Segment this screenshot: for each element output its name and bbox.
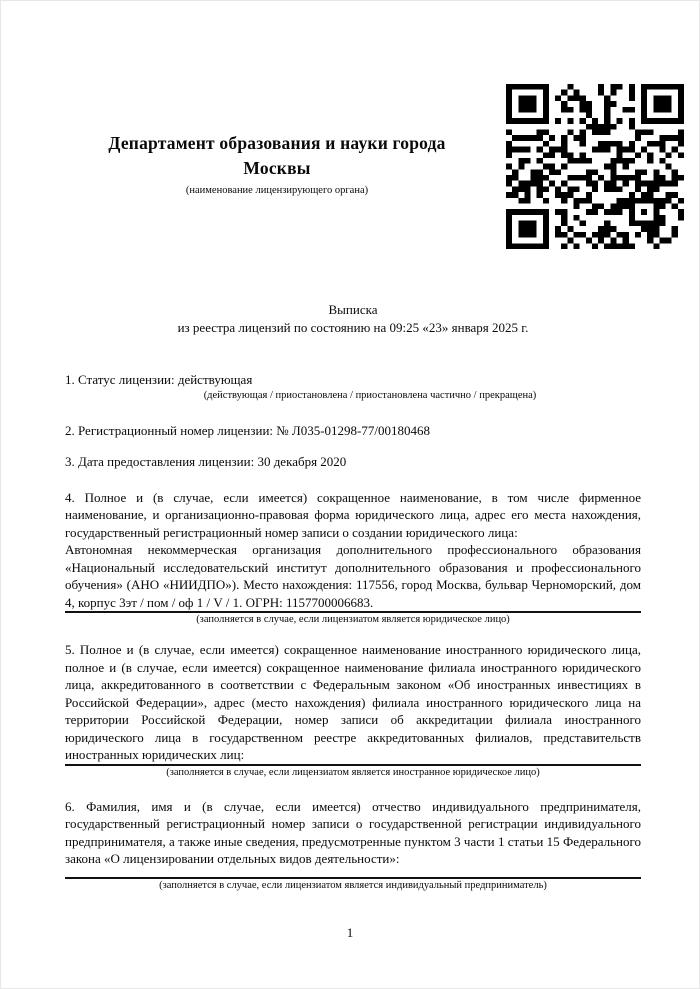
field-foreign-entity-label: 5. Полное и (в случае, если имеется) сокращенное наименование иностранного юридического лица, полное и (в случае, если имеется) сокращенное наименование филиала иностранного юридического лица, аккредитованного в соответствии с Федеральным законом «Об иностранных инвестициях в Российской Федерации», адрес (место нахождения) филиала иностранного юридического лица на территории Российской Федерации, номер записи об аккредитации филиала иностранного юридического лица в государственном реестре аккредитованных филиалов, представительств иностранных юридических лиц: [65,642,641,762]
licensing-authority-header [81,131,473,197]
field-license-status-label: 1. Статус лицензии: действующая [65,372,253,387]
document-title [65,301,641,336]
field-foreign-entity-caption: (заполняется в случае, если лицензиатом является иностранное юридическое лицо) [166,766,540,778]
field-registration-number [65,422,641,440]
field-entrepreneur [65,798,641,892]
field-entrepreneur-label: 6. Фамилия, имя и (в случае, если имеется) отчество индивидуального предпринимателя, государственный регистрационный номер записи о государственной регистрации индивидуального предпринимателя, а также иные сведения, предусмотренные пунктом 3 части 1 статьи 15 Федерального закона «О лицензировании отдельных видов деятельности»: [65,798,641,866]
licensing-authority-caption: (наименование лицензирующего органа) [185,185,369,196]
field-legal-entity-value: Автономная некоммерческая организация дополнительного профессионального образования «Национальный исследовательский институт дополнительного образования и профессионального обучения» (АНО «НИИДПО»). Место нахождения: 117556, город Москва, бульвар Черноморский, дом 4, корпус 3эт / пом / оф 1 / V / 1. ОГРН: 1157700006683. [65,542,641,610]
document-title-line2: из реестра лицензий по состоянию на 09:25 «23» января 2025 г. [177,319,529,335]
field-legal-entity-label: 4. Полное и (в случае, если имеется) сокращенное наименование, в том числе фирменное наименование, и организационно-правовая форма юридического лица, адрес его места нахождения, государственный регистрационный номер записи о создании юридического лица: [65,489,641,540]
page-number: 1 [346,925,354,940]
field-license-status [65,371,641,402]
field-entrepreneur-caption: (заполняется в случае, если лицензиатом является индивидуальный предприниматель) [159,879,547,891]
qr-code [506,84,684,249]
field-grant-date-label: 3. Дата предоставления лицензии: 30 декабря 2020 [65,454,347,469]
field-registration-number-label: 2. Регистрационный номер лицензии: № Л035-01298-77/00180468 [65,422,431,438]
field-license-status-caption: (действующая / приостановлена / приостановлена частично / прекращена) [203,389,537,401]
field-foreign-entity [65,641,641,779]
field-grant-date [65,453,641,471]
licensing-authority-name: Департамент образования и науки города Москвы [108,133,446,178]
document-title-line1: Выписка [328,302,378,317]
field-legal-entity [65,489,641,627]
qr-code-image [506,84,684,249]
field-legal-entity-caption: (заполняется в случае, если лицензиатом является юридическое лицо) [196,614,510,625]
